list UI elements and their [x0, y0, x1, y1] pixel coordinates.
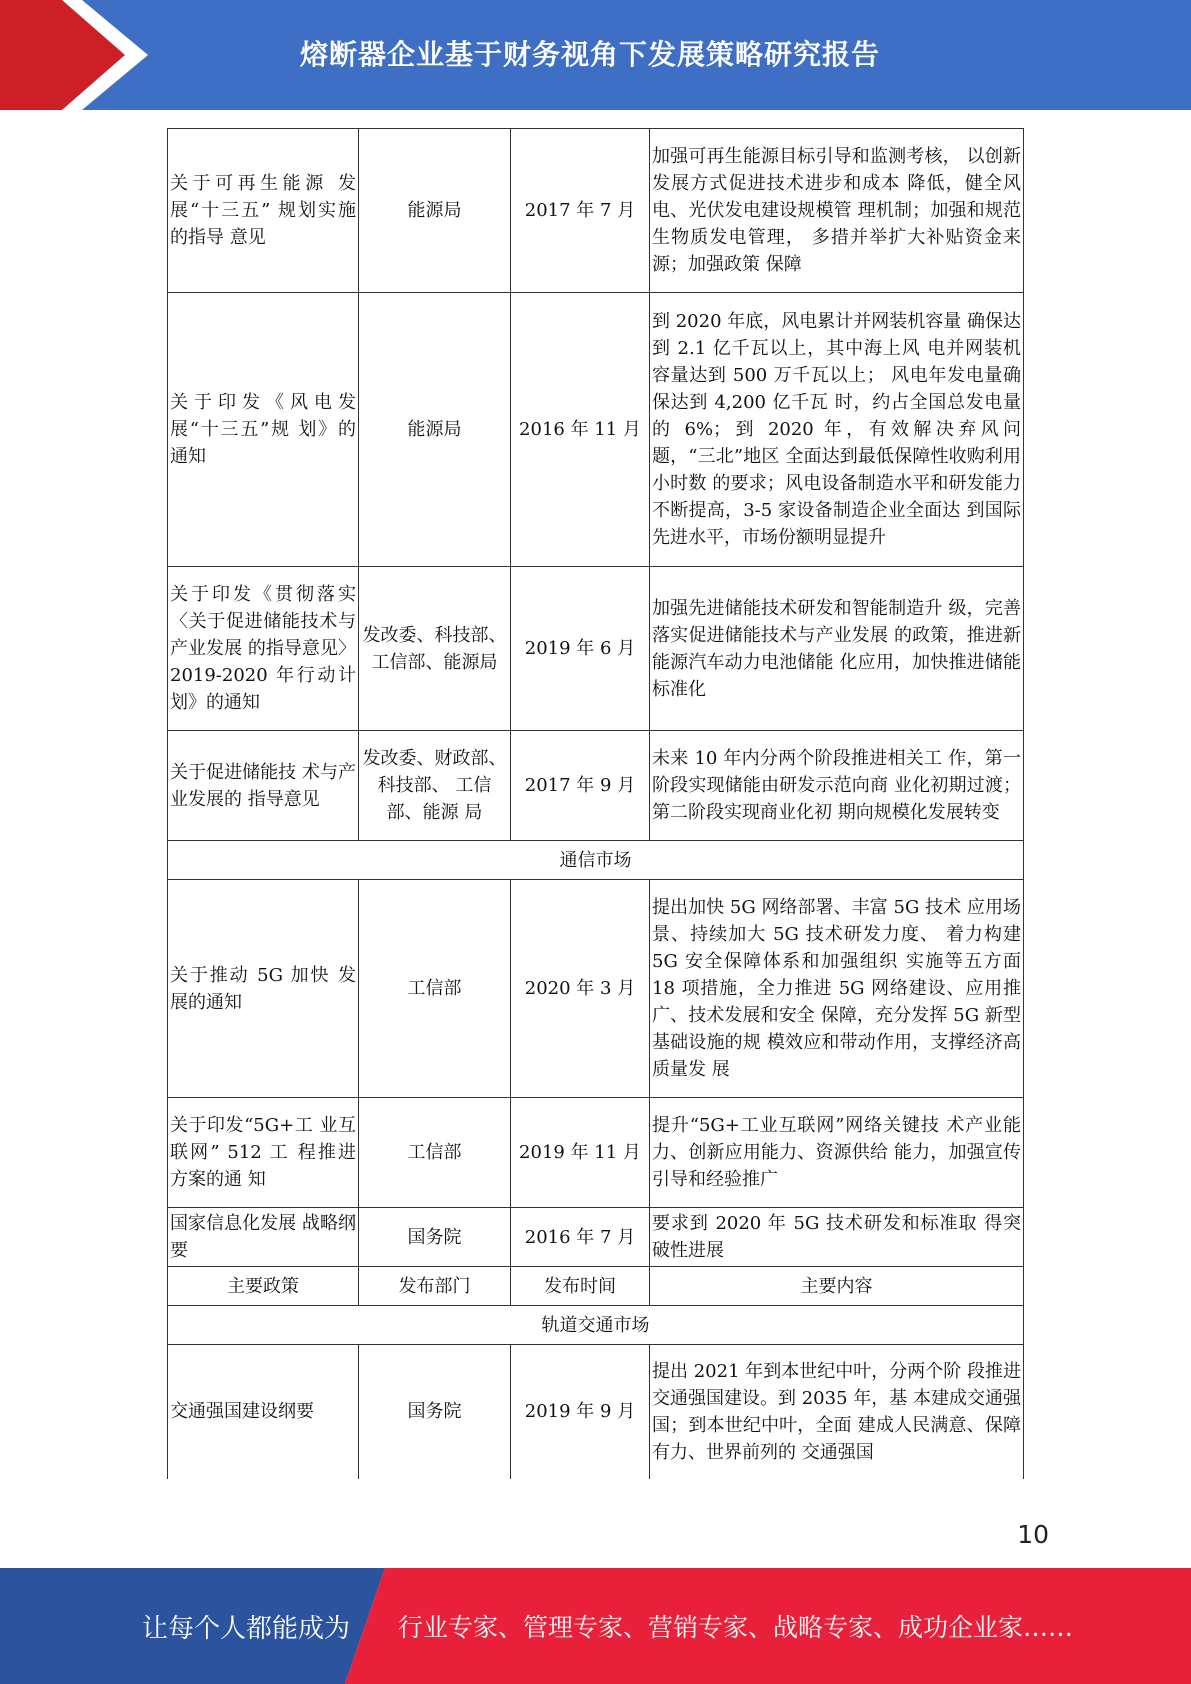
table-row: [168, 129, 1024, 293]
department-cell: 能源局: [359, 129, 511, 293]
date-cell: 2019 年 9 月: [511, 1345, 650, 1479]
policy-name-cell: 国家信息化发展 战略纲要: [168, 1208, 359, 1267]
section-label: 轨道交通市场: [168, 1306, 1024, 1345]
date-cell: 2017 年 9 月: [511, 731, 650, 841]
department-cell: 工信部: [359, 1098, 511, 1208]
table-row: [168, 1208, 1024, 1267]
content-cell: 到 2020 年底，风电累计并网装机容量 确保达到 2.1 亿千瓦以上，其中海上风 电并网装机容量达到 500 万千瓦以上； 风电年发电量确保达到 4,200 亿千瓦 时，约占全国总发电量的 6%；到 2020 年，有效解决弃风问题，“三北”地区 全面达到最低保障性收购利用小时数 的要求；风电设备制造水平和研发能力 不断提高，3-5 家设备制造企业全面达 到国际先进水平，市场份额明显提升: [650, 293, 1024, 567]
content-cell: 提升“5G+工业互联网”网络关键技 术产业能力、创新应用能力、资源供给 能力，加强宣传引导和经验推广: [650, 1098, 1024, 1208]
date-cell: 2017 年 7 月: [511, 129, 650, 293]
header-policy: 主要政策: [168, 1267, 359, 1306]
page-footer: [0, 1568, 1191, 1684]
document-title: 熔断器企业基于财务视角下发展策略研究报告: [300, 38, 881, 71]
table-row: [168, 1345, 1024, 1479]
department-cell: 国务院: [359, 1208, 511, 1267]
red-chevron-logo: [0, 0, 150, 110]
policy-name-cell: 交通强国建设纲要: [168, 1345, 359, 1479]
header-department: 发布部门: [359, 1267, 511, 1306]
date-cell: 2019 年 11 月: [511, 1098, 650, 1208]
content-cell: 加强先进储能技术研发和智能制造升 级，完善落实促进储能技术与产业发展 的政策，推进新能源汽车动力电池储能 化应用，加快推进储能标准化: [650, 567, 1024, 731]
table-row: [168, 731, 1024, 841]
table-header-row: [168, 1267, 1024, 1306]
table-row: [168, 567, 1024, 731]
page-number: 10: [1017, 1520, 1049, 1549]
policy-name-cell: 关于印发“5G+工 业互联网” 512 工 程推进方案的通 知: [168, 1098, 359, 1208]
header-content: 主要内容: [650, 1267, 1024, 1306]
content-cell: 加强可再生能源目标引导和监测考核， 以创新发展方式促进技术进步和成本 降低，健全风电、光伏发电建设规模管 理机制；加强和规范生物质发电管理， 多措并举扩大补贴资金来源；加强政策 保障: [650, 129, 1024, 293]
department-cell: 能源局: [359, 293, 511, 567]
department-cell: 发改委、财政部、科技部、 工信部、能源 局: [359, 731, 511, 841]
policy-name-cell: 关于推动 5G 加快 发展的通知: [168, 880, 359, 1098]
date-cell: 2016 年 11 月: [511, 293, 650, 567]
policy-name-cell: 关于促进储能技 术与产业发展的 指导意见: [168, 731, 359, 841]
section-label: 通信市场: [168, 841, 1024, 880]
policy-table-container: [167, 128, 1023, 1479]
department-cell: 发改委、科技部、工信部、能源局: [359, 567, 511, 731]
table-row: [168, 880, 1024, 1098]
date-cell: 2016 年 7 月: [511, 1208, 650, 1267]
footer-slogan-right: 行业专家、管理专家、营销专家、战略专家、成功企业家……: [398, 1613, 1074, 1642]
policy-name-cell: 关于可再生能源 发展“十三五” 规划实施的指导 意见: [168, 129, 359, 293]
department-cell: 国务院: [359, 1345, 511, 1479]
footer-slogan-left: 让每个人都能成为: [142, 1614, 351, 1644]
policy-name-cell: 关于印发《贯彻落实〈关于促进储能技术与产业发展 的指导意见〉2019-2020 年行动计划》的通知: [168, 567, 359, 731]
table-section-row: [168, 841, 1024, 880]
content-cell: 未来 10 年内分两个阶段推进相关工 作，第一阶段实现储能由研发示范向商 业化初期过渡；第二阶段实现商业化初 期向规模化发展转变: [650, 731, 1024, 841]
content-cell: 提出加快 5G 网络部署、丰富 5G 技术 应用场景、持续加大 5G 技术研发力度、 着力构建 5G 安全保障体系和加强组织 实施等五方面 18 项措施，全力推进 5G 网络建设、应用推广、技术发展和安全 保障，充分发挥 5G 新型基础设施的规 模效应和带动作用，支撑经济高质量发 展: [650, 880, 1024, 1098]
content-cell: 提出 2021 年到本世纪中叶，分两个阶 段推进交通强国建设。到 2035 年，基 本建成交通强国；到本世纪中叶，全面 建成人民满意、保障有力、世界前列的 交通强国: [650, 1345, 1024, 1479]
header-date: 发布时间: [511, 1267, 650, 1306]
department-cell: 工信部: [359, 880, 511, 1098]
table-row: [168, 1098, 1024, 1208]
date-cell: 2019 年 6 月: [511, 567, 650, 731]
date-cell: 2020 年 3 月: [511, 880, 650, 1098]
table-row: [168, 293, 1024, 567]
content-cell: 要求到 2020 年 5G 技术研发和标准取 得突破性进展: [650, 1208, 1024, 1267]
page-header: [0, 0, 1191, 110]
table-section-row: [168, 1306, 1024, 1345]
policy-name-cell: 关于印发《风电发展“十三五”规 划》的通知: [168, 293, 359, 567]
policy-table: [167, 128, 1024, 1479]
